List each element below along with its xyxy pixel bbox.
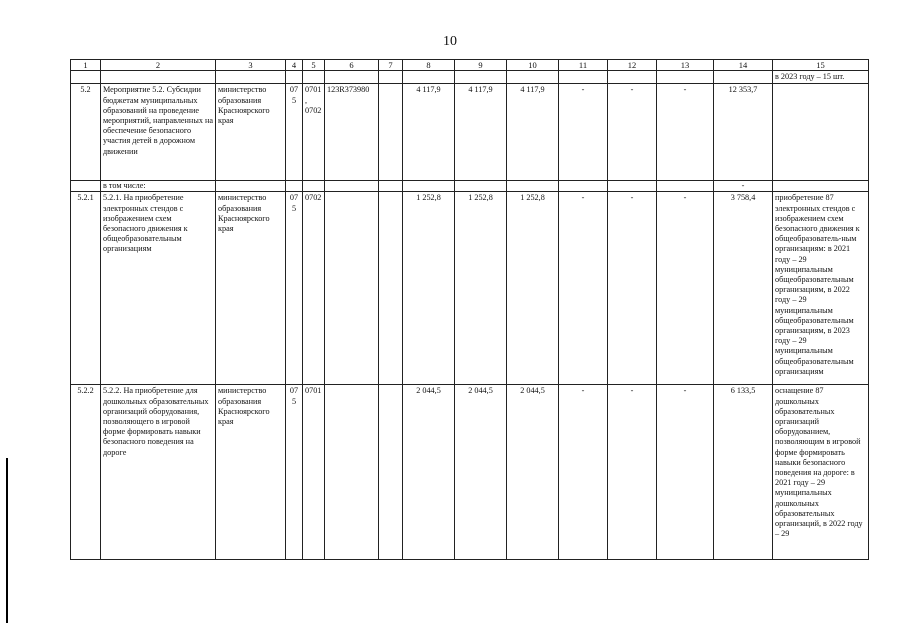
column-11-value: - bbox=[559, 84, 608, 181]
amount-year-1: 2 044,5 bbox=[403, 385, 455, 560]
row-number bbox=[71, 181, 101, 192]
expected-result bbox=[773, 84, 869, 181]
amount-year-1: 1 252,8 bbox=[403, 192, 455, 385]
header-cell: 6 bbox=[325, 60, 379, 71]
row-number: 5.2 bbox=[71, 84, 101, 181]
section-code: 0702 bbox=[303, 192, 325, 385]
column-11-value: - bbox=[559, 192, 608, 385]
target-article-code: 123R373980 bbox=[325, 84, 379, 181]
header-cell: 4 bbox=[286, 60, 303, 71]
header-row bbox=[71, 60, 869, 71]
column-11-value: - bbox=[559, 385, 608, 560]
continuation-note: в 2023 году – 15 шт. bbox=[773, 71, 869, 84]
table-row bbox=[71, 192, 869, 385]
grbs-code: 075 bbox=[286, 84, 303, 181]
measure-name: 5.2.1. На приобретение электронных стендов с изображением схем безопасного движения к общеобразовательным организациям bbox=[101, 192, 216, 385]
column-13-value: - bbox=[657, 385, 714, 560]
section-code: 0701, 0702 bbox=[303, 84, 325, 181]
column-12-value: - bbox=[608, 84, 657, 181]
measure-name: в том числе: bbox=[101, 181, 216, 192]
column-13-value: - bbox=[657, 192, 714, 385]
grbs-code: 075 bbox=[286, 192, 303, 385]
amount-year-2: 2 044,5 bbox=[455, 385, 507, 560]
table-row bbox=[71, 181, 869, 192]
header-cell: 11 bbox=[559, 60, 608, 71]
section-code: 0701 bbox=[303, 385, 325, 560]
header-cell: 10 bbox=[507, 60, 559, 71]
header-cell: 3 bbox=[216, 60, 286, 71]
amount-year-3: 2 044,5 bbox=[507, 385, 559, 560]
header-cell: 12 bbox=[608, 60, 657, 71]
total-amount: 6 133,5 bbox=[714, 385, 773, 560]
continuation-row bbox=[71, 71, 869, 84]
amount-year-3: 4 117,9 bbox=[507, 84, 559, 181]
header-cell: 13 bbox=[657, 60, 714, 71]
amount-year-1: 4 117,9 bbox=[403, 84, 455, 181]
expected-result: оснащение 87 дошкольных образовательных организаций оборудованием, позволяющим в игровой форме формировать навыки безопасного поведения на дороге: в 2021 году – 29 муниципальных дошкольных образовательных организаций, в 2022 году – 29 bbox=[773, 385, 869, 560]
measure-name: 5.2.2. На приобретение для дошкольных образовательных организаций оборудования, позволяющего в игровой форме формировать навыки безопасного поведения на дороге bbox=[101, 385, 216, 560]
amount-year-2: 4 117,9 bbox=[455, 84, 507, 181]
header-cell: 1 bbox=[71, 60, 101, 71]
target-article-code bbox=[325, 385, 379, 560]
header-cell: 9 bbox=[455, 60, 507, 71]
header-cell: 8 bbox=[403, 60, 455, 71]
header-cell: 2 bbox=[101, 60, 216, 71]
header-cell: 14 bbox=[714, 60, 773, 71]
executor: министерство образования Красноярского края bbox=[216, 385, 286, 560]
column-12-value: - bbox=[608, 385, 657, 560]
expense-type-code bbox=[379, 192, 403, 385]
amount-year-2: 1 252,8 bbox=[455, 192, 507, 385]
row-number: 5.2.2 bbox=[71, 385, 101, 560]
expected-result: приобретение 87 электронных стендов с изображением схем безопасного движения к общеобразователь-ным организациям: в 2021 году – 29 муниципальным общеобразовательным организациям, в 2022 году – 29 муниципальным общеобразовательным организациям, в 2023 году – 29 муниципальным общеобразовательным организациям bbox=[773, 192, 869, 385]
page-number: 10 bbox=[443, 34, 457, 49]
header-cell: 5 bbox=[303, 60, 325, 71]
header-cell: 15 bbox=[773, 60, 869, 71]
expense-type-code bbox=[379, 385, 403, 560]
program-table bbox=[70, 59, 869, 560]
grbs-code: 075 bbox=[286, 385, 303, 560]
total-amount: 3 758,4 bbox=[714, 192, 773, 385]
executor: министерство образования Красноярского края bbox=[216, 192, 286, 385]
total-amount: - bbox=[714, 181, 773, 192]
scan-margin-bar bbox=[6, 458, 8, 623]
column-13-value: - bbox=[657, 84, 714, 181]
target-article-code bbox=[325, 192, 379, 385]
total-amount: 12 353,7 bbox=[714, 84, 773, 181]
table-row bbox=[71, 385, 869, 560]
row-number: 5.2.1 bbox=[71, 192, 101, 385]
amount-year-3: 1 252,8 bbox=[507, 192, 559, 385]
table-row bbox=[71, 84, 869, 181]
column-12-value: - bbox=[608, 192, 657, 385]
expense-type-code bbox=[379, 84, 403, 181]
header-cell: 7 bbox=[379, 60, 403, 71]
executor: министерство образования Красноярского края bbox=[216, 84, 286, 181]
measure-name: Мероприятие 5.2. Субсидии бюджетам муниципальных образований на проведение мероприятий, направленных на обеспечение безопасного участия детей в дорожном движении bbox=[101, 84, 216, 181]
